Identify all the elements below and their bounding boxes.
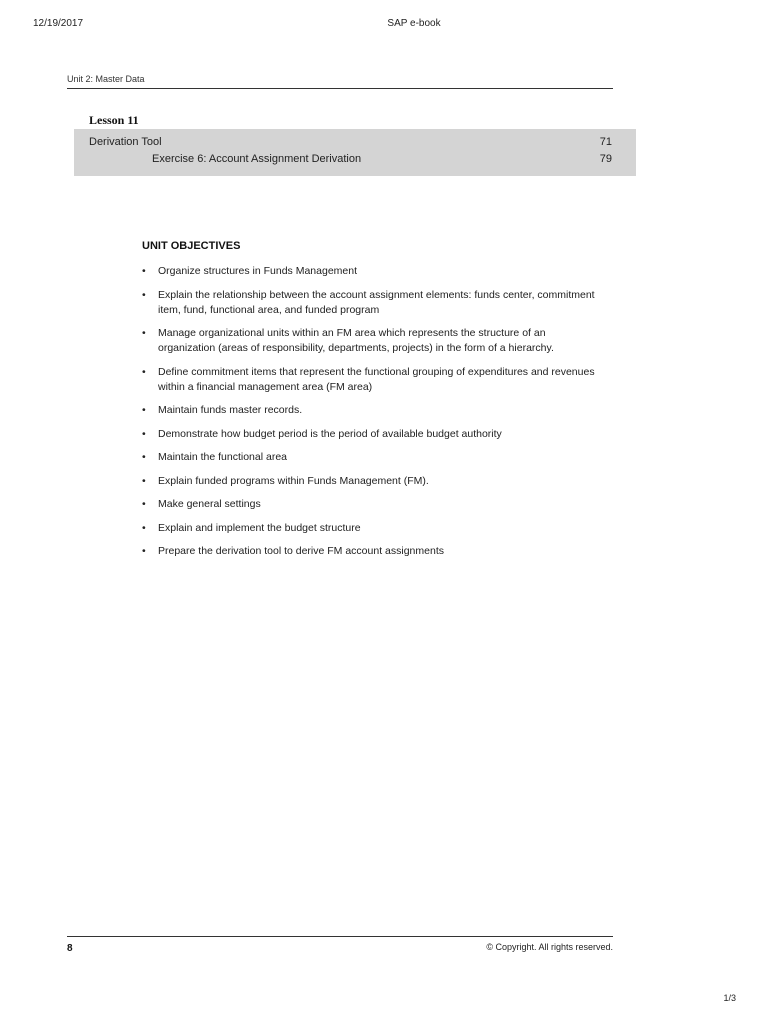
header-divider xyxy=(67,88,613,89)
bullet-icon: • xyxy=(142,404,146,416)
page-number: 8 xyxy=(67,943,73,954)
objective-text: Maintain funds master records. xyxy=(158,404,303,416)
objective-text: Make general settings xyxy=(158,498,261,510)
bullet-icon: • xyxy=(142,474,146,487)
footer-divider xyxy=(67,936,613,937)
objective-text: Prepare the derivation tool to derive FM account assignments xyxy=(158,545,444,557)
list-item xyxy=(142,497,602,512)
objective-text: Define commitment items that represent the functional grouping of expenditures and revenues within a financial management area (FM area) xyxy=(158,365,595,393)
objective-text: Explain funded programs within Funds Management (FM). xyxy=(158,474,429,487)
bullet-icon: • xyxy=(142,265,146,277)
list-item xyxy=(142,264,602,279)
toc-page-number: 79 xyxy=(599,153,612,165)
bullet-icon: • xyxy=(142,427,146,440)
list-item xyxy=(142,326,602,356)
objectives-list xyxy=(142,264,602,568)
bullet-icon: • xyxy=(142,451,146,463)
bullet-icon: • xyxy=(142,288,146,301)
document-title: SAP e-book xyxy=(387,18,441,29)
print-date: 12/19/2017 xyxy=(33,18,84,29)
objective-text: Organize structures in Funds Management xyxy=(158,265,358,277)
bullet-icon: • xyxy=(142,498,146,510)
list-item xyxy=(142,474,602,489)
toc-page-number: 71 xyxy=(599,136,612,148)
objective-text: Explain and implement the budget structure xyxy=(158,521,361,534)
bullet-icon: • xyxy=(142,327,146,339)
running-head: Unit 2: Master Data xyxy=(67,74,145,84)
print-page-count: 1/3 xyxy=(723,993,736,1003)
list-item xyxy=(142,365,602,395)
objective-text: Demonstrate how budget period is the period of available budget authority xyxy=(158,427,502,440)
lesson-toc xyxy=(74,129,636,176)
unit-objectives-title: UNIT OBJECTIVES xyxy=(142,240,241,252)
list-item xyxy=(142,403,602,418)
list-item xyxy=(142,288,602,318)
bullet-icon: • xyxy=(142,521,146,534)
bullet-icon: • xyxy=(142,545,146,557)
list-item xyxy=(142,544,602,559)
lesson-heading: Lesson 11 xyxy=(89,113,139,127)
list-item xyxy=(142,521,602,536)
toc-entry-exercise-6[interactable]: Exercise 6: Account Assignment Derivation xyxy=(152,153,362,165)
objective-text: Manage organizational units within an FM area which represents the structure of an organization (areas of responsibility, departments, projects) in the form of a hierarchy. xyxy=(158,327,554,354)
toc-entry-derivation-tool[interactable]: Derivation Tool xyxy=(89,136,162,148)
list-item xyxy=(142,427,602,442)
copyright-notice: © Copyright. All rights reserved. xyxy=(486,942,613,952)
objective-text: Maintain the functional area xyxy=(158,451,287,463)
objective-text: Explain the relationship between the account assignment elements: funds center, commitment item, fund, functional area, and funded program xyxy=(158,288,595,316)
list-item xyxy=(142,450,602,465)
bullet-icon: • xyxy=(142,365,146,378)
